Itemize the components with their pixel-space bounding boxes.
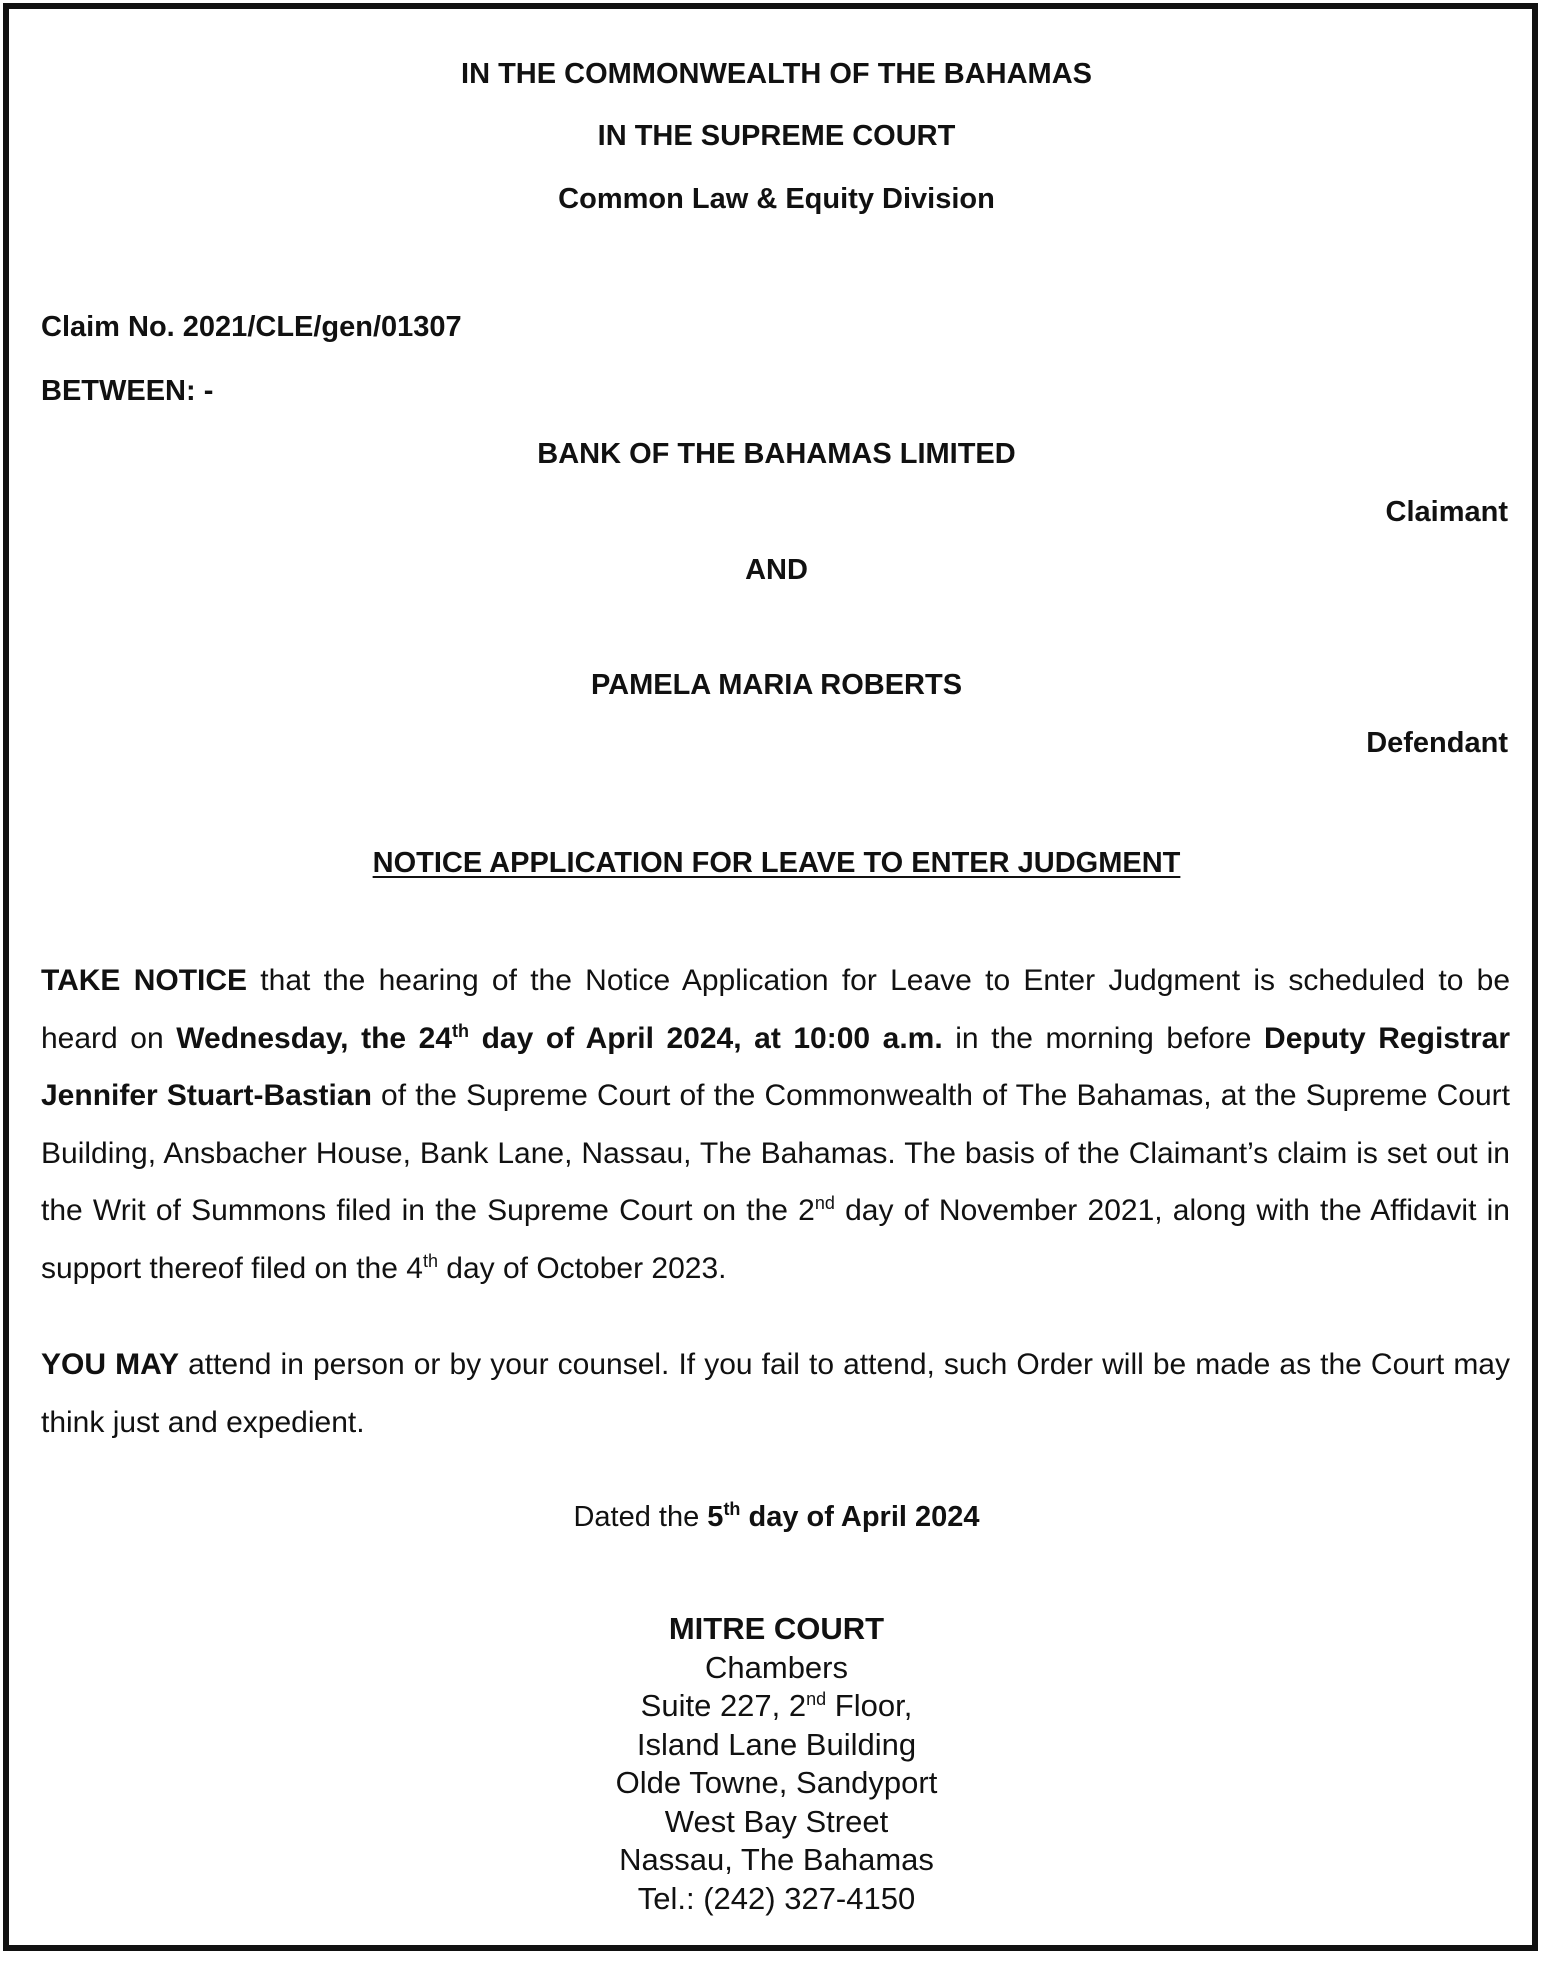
court-division: Common Law & Equity Division: [558, 183, 995, 215]
address-line: Nassau, The Bahamas: [619, 1842, 934, 1877]
dated-line: Dated the 5th day of April 2024: [573, 1499, 980, 1533]
claimant-role: Claimant: [1385, 496, 1508, 528]
between-label: BETWEEN: -: [41, 375, 214, 407]
address-line: Olde Towne, Sandyport: [615, 1765, 938, 1800]
claimant-name: BANK OF THE BAHAMAS LIMITED: [537, 438, 1016, 470]
address-line: West Bay Street: [664, 1803, 889, 1839]
and-separator: AND: [745, 554, 808, 586]
claim-number: Claim No. 2021/CLE/gen/01307: [41, 311, 462, 343]
telephone: Tel.: (242) 327-4150: [637, 1880, 916, 1916]
court-name: IN THE SUPREME COURT: [597, 120, 956, 152]
signature-block: [0, 1610, 1553, 1918]
attendance-paragraph: YOU MAY attend in person or by your counsel. If you fail to attend, such Order will be made as the Court may think just and expedient.: [41, 1348, 1510, 1439]
firm-name: MITRE COURT: [668, 1611, 885, 1646]
defendant-name: PAMELA MARIA ROBERTS: [590, 669, 963, 701]
defendant-role: Defendant: [1366, 727, 1508, 759]
address-line: Chambers: [705, 1649, 848, 1685]
address-line: Suite 227, 2nd Floor,: [640, 1688, 913, 1723]
address-line: Island Lane Building: [636, 1726, 917, 1762]
court-jurisdiction: IN THE COMMONWEALTH OF THE BAHAMAS: [461, 58, 1092, 90]
notice-paragraph: TAKE NOTICE that the hearing of the Notice Application for Leave to Enter Judgment is scheduled to be heard on Wednesday, the 24th day of April 2024, at 10:00 a.m. in the morning before Deputy Registrar Jennifer Stuart-Bastian of the Supreme Court of the Commonwealth of The Bahamas, at the Supreme Court Building, Ansbacher House, Bank Lane, Nassau, The Bahamas. The basis of the Claimant’s claim is set out in the Writ of Summons filed in the Supreme Court on the 2nd day of November 2021, along with the Affidavit in support thereof filed on the 4th day of October 2023.: [41, 964, 1511, 1285]
notice-title: NOTICE APPLICATION FOR LEAVE TO ENTER JUDGMENT: [372, 847, 1181, 879]
